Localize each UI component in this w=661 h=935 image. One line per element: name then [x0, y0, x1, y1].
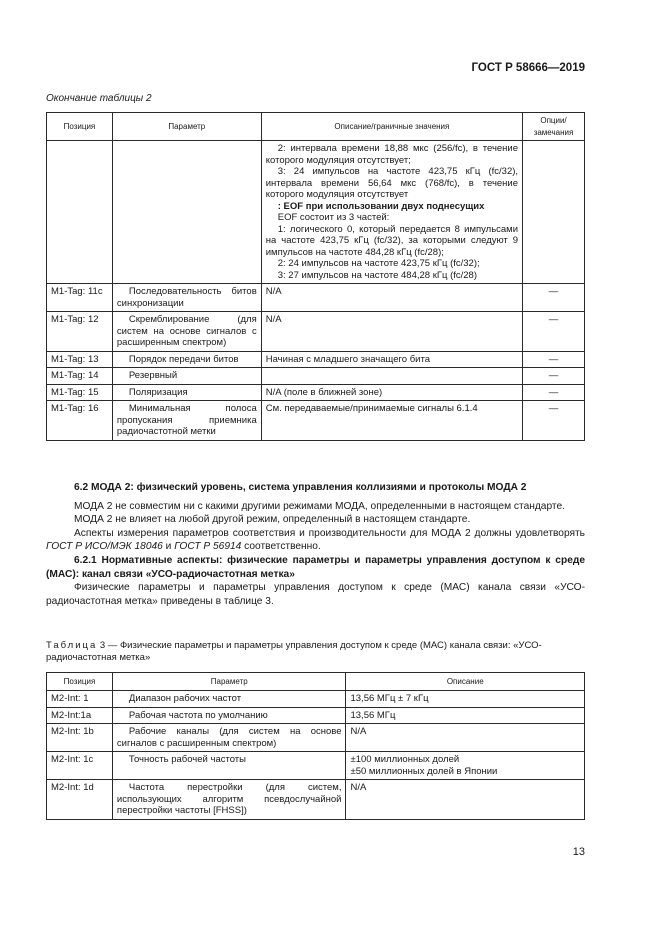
- section-heading: 6.2 МОДА 2: физический уровень, система управления коллизиями и протоколы МОДА 2: [74, 482, 527, 493]
- header-parameter: Параметр: [112, 673, 346, 691]
- section-6-2: [46, 481, 585, 608]
- standard-header: ГОСТ Р 58666—2019: [471, 62, 585, 74]
- table-header-row: [47, 113, 585, 141]
- table-row: M1-Tag: 12 Скремблирование (для систем на основе сигналов с расширенным спектром) N/A —: [47, 312, 585, 352]
- header-description: Описание/граничные значения: [261, 113, 522, 141]
- cont-line: EOF состоит из 3 частей:: [277, 212, 390, 223]
- table-row: M2-Int: 1 Диапазон рабочих частот 13,56 МГц ± 7 кГц: [47, 691, 585, 708]
- table-header-row: [47, 673, 585, 691]
- table-row: M1-Tag: 13 Порядок передачи битов Начиная с младшего значащего бита —: [47, 351, 585, 368]
- paragraph: Аспекты измерения параметров соответствия и производительности для МОДА 2 должны удовлетворять ГОСТ Р ИСО/МЭК 18046 и ГОСТ Р 56914 соответственно.: [46, 527, 585, 553]
- table-row: M1-Tag: 11c Последовательность битов синхронизации N/A —: [47, 284, 585, 312]
- subsection-heading: 6.2.1 Нормативные аспекты: физические параметры и параметры управления доступом к среде (МАС): канал связи «УСО-радиочастотная метка»: [46, 554, 585, 580]
- table-row: M2-Int:1a Рабочая частота по умолчанию 13,56 МГц: [47, 707, 585, 724]
- table-row: M1-Tag: 15 Поляризация N/A (поле в ближней зоне) —: [47, 384, 585, 401]
- header-description: Описание: [346, 673, 585, 691]
- table-row: M2-Int: 1c Точность рабочей частоты ±100 миллионных долей ±50 миллионных долей в Японии: [47, 752, 585, 780]
- table-row: M2-Int: 1b Рабочие каналы (для систем на основе сигналов с расширенным спектром) N/A: [47, 724, 585, 752]
- cont-line: 3: 24 импульсов на частоте 423,75 кГц (fc/32), интервала времени 56,64 мкс (768/fc), в течение которого модуляция отсутствует: [265, 166, 519, 200]
- cont-line: 3: 27 импульсов на частоте 484,28 кГц (fc/28): [277, 269, 477, 281]
- cont-line: 2: 24 импульсов на частоте 423,75 кГц (fc/32);: [277, 258, 480, 269]
- paragraph: МОДА 2 не влияет на любой другой режим, определенный в настоящем стандарте.: [74, 514, 471, 526]
- header-options: Опции/замечания: [523, 113, 585, 141]
- cont-line: 1: логического 0, который передается 8 импульсами на частоте 423,75 кГц (fc/32), за которыми следуют 9 импульсов на частоте 484,28 кГц (fc/28);: [265, 223, 519, 258]
- header-position: Позиция: [47, 113, 113, 141]
- table-2: [46, 112, 585, 441]
- table-3-caption: Таблица 3 — Физические параметры и параметры управления доступом к среде (МАС) канала связи: «УСО-радиочастотная метка»: [46, 640, 542, 663]
- header-parameter: Параметр: [112, 113, 261, 141]
- table-3: [46, 672, 585, 820]
- paragraph: МОДА 2 не совместим ни с какими другими режимами МОДА, определенными в настоящем стандарте.: [74, 500, 565, 512]
- cont-line: : EOF при использовании двух поднесущих: [277, 200, 485, 212]
- table-row-continuation: [47, 141, 585, 284]
- cont-line: 2: интервала времени 18,88 мкс (256/fc), в течение которого модуляция отсутствует;: [265, 143, 519, 166]
- table-row: M1-Tag: 14 Резервный —: [47, 368, 585, 385]
- paragraph: Физические параметры и параметры управления доступом к среде (МАС) канала связи «УСО-радиочастотная метка» приведены в таблице 3.: [46, 582, 585, 607]
- header-position: Позиция: [47, 673, 113, 691]
- table-row: M2-Int: 1d Частота перестройки (для систем, использующих алгоритм псевдослучайной перестройки частоты [FHSS]) N/A: [47, 780, 585, 820]
- table-2-caption: Окончание таблицы 2: [46, 93, 152, 104]
- table-row: M1-Tag: 16 Минимальная полоса пропускания приемника радиочастотной метки См. передаваемые/принимаемые сигналы 6.1.4 —: [47, 401, 585, 441]
- page-number: 13: [572, 846, 585, 858]
- continuation-cell: [261, 141, 522, 284]
